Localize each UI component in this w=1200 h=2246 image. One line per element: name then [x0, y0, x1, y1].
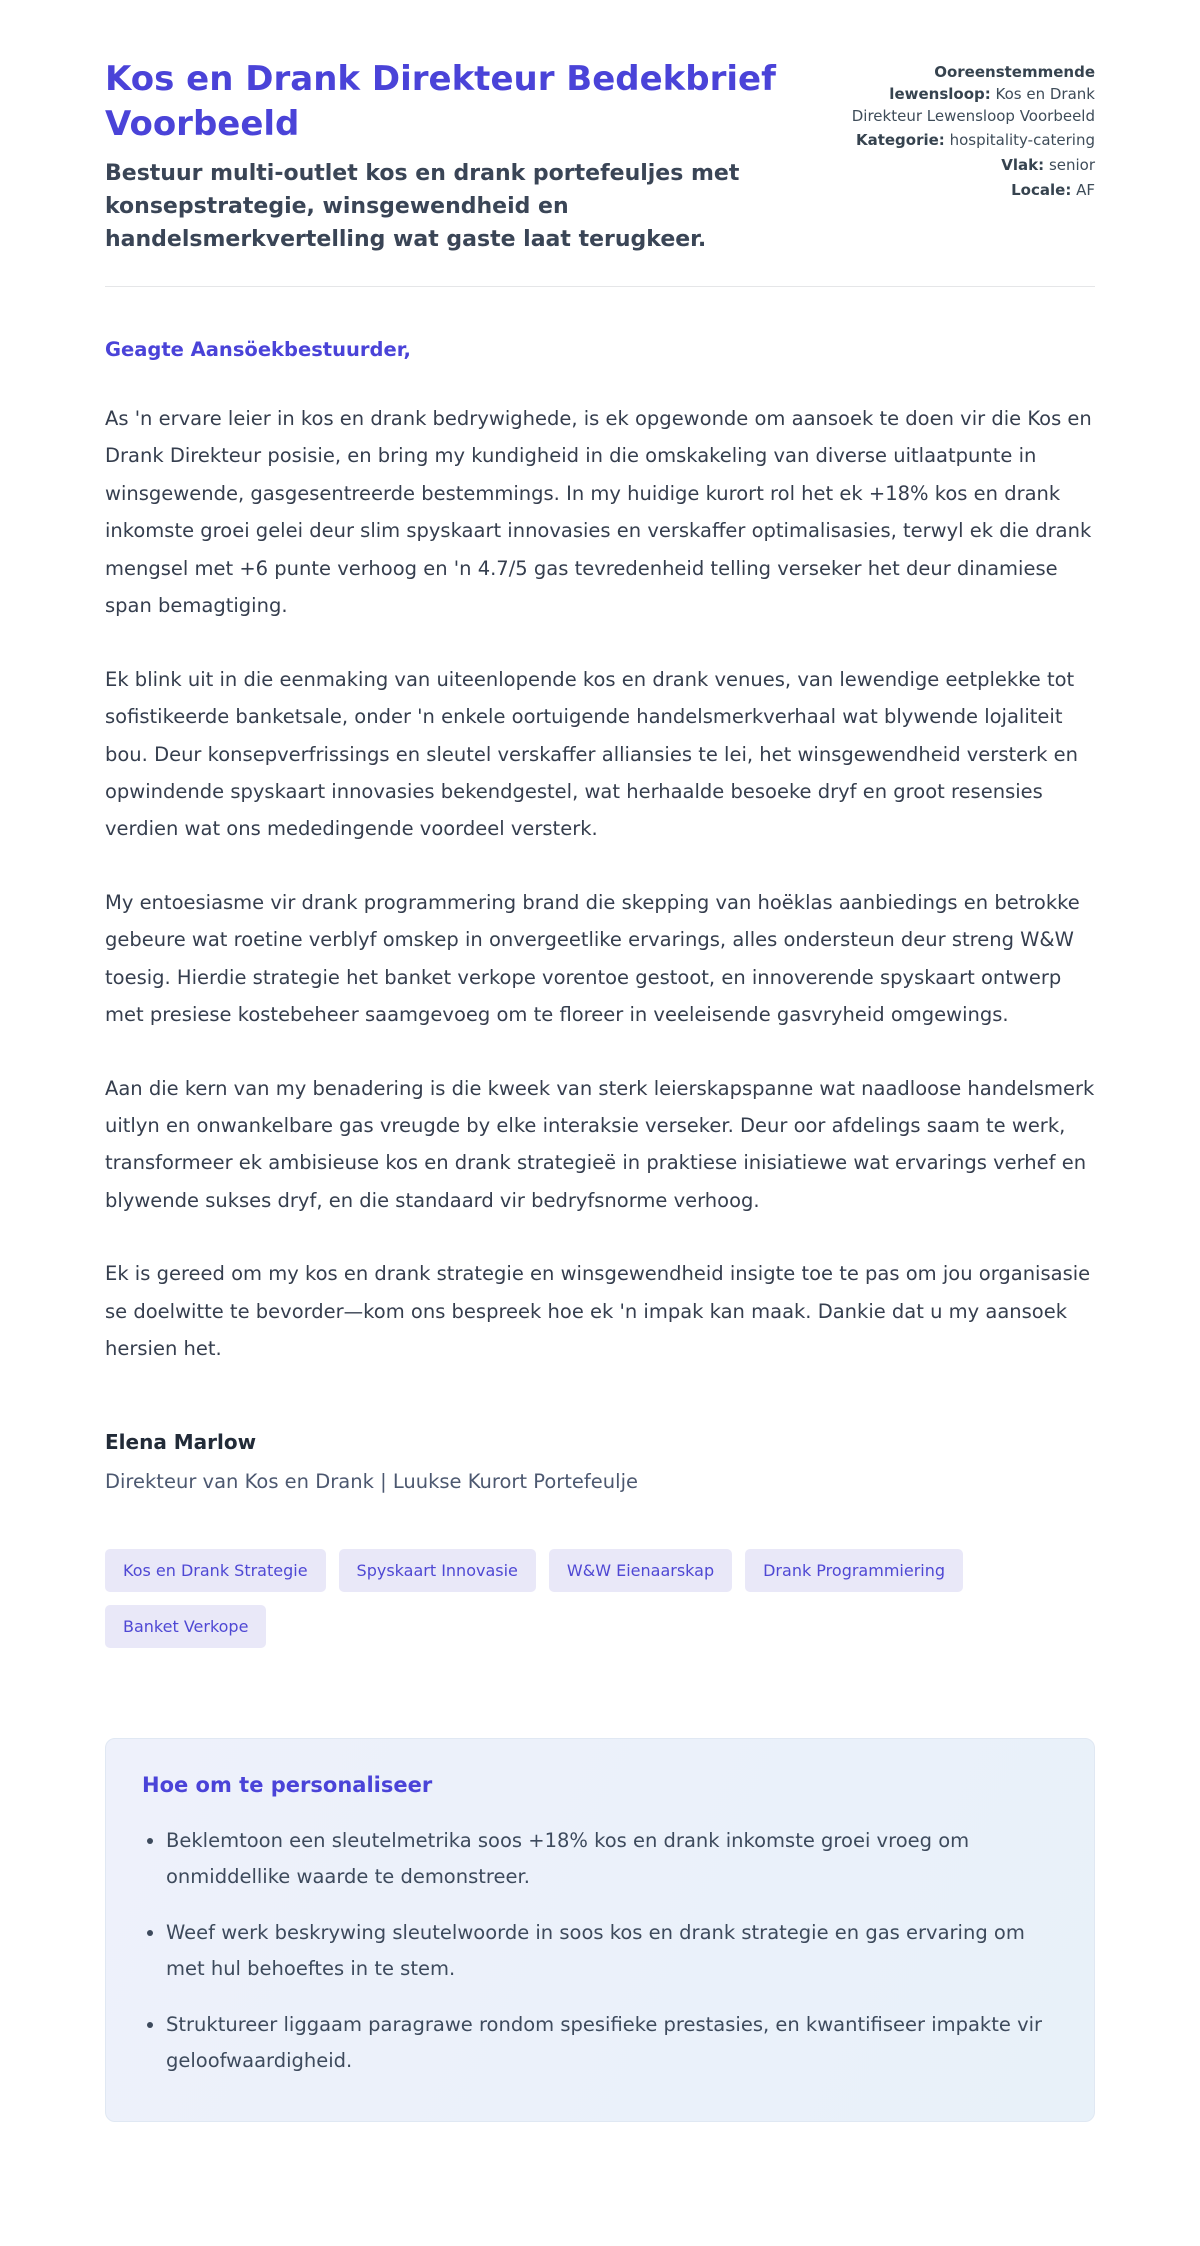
letter-paragraph-1: As 'n ervare leier in kos en drank bedrywighede, is ek opgewonde om aansoek te doen vir die Kos en Drank Direkteur posisie, en bring my kundigheid in die omskakeling van diverse uitlaatpunte in winsgewende, gasgesentreerde bestemmings. In my huidige kurort rol het ek +18% kos en drank inkomste groei gelei deur slim spyskaart innovasies en verskaffer optimalisasies, terwyl ek die drank mengsel met +6 punte verhoog en 'n 4.7/5 gas tevredenheid telling verseker het deur dinamiese span bemagtiging.	[105, 407, 1092, 618]
letter-paragraph-4: Aan die kern van my benadering is die kweek van sterk leierskapspanne wat naadloose handelsmerk uitlyn en onwankelbare gas vreugde by elke interaksie verseker. Deur oor afdelings saam te werk, transformeer ek ambisieuse kos en drank strategieë in praktiese inisiatiewe wat ervarings verhef en blywende sukses dryf, en die standaard vir bedryfsnorme verhoog.	[105, 1076, 1095, 1212]
page-subtitle: Bestuur multi-outlet kos en drank portefeuljes met konsepstrategie, winsgewendheid en handelsmerkvertelling wat gaste laat terugkeer.	[105, 160, 740, 252]
meta-item-resume	[845, 62, 1095, 127]
letter-paragraph-5: Ek is gereed om my kos en drank strategie en winsgewendheid insigte toe te pas om jou organisasie se doelwitte te bevorder—kom ons bespreek hoe ek 'n impak kan maak. Dankie dat u my aansoek hersien het.	[105, 1262, 1091, 1361]
letter-body	[105, 335, 1095, 1493]
tips-list	[142, 1823, 1058, 2079]
tips-item-1: • Beklemtoon een sleutelmetrika soos +18% kos en drank inkomste groei vroeg om onmiddellike waarde te demonstreer.	[166, 1823, 1058, 1895]
meta-label-category: Kategorie:	[855, 131, 945, 150]
page-title: Kos en Drank Direkteur Bedekbrief Voorbeeld	[105, 59, 776, 144]
meta-item-locale	[845, 180, 1095, 202]
meta-value-locale: AF	[1076, 180, 1095, 199]
letter-paragraph-2: Ek blink uit in die eenmaking van uiteenlopende kos en drank venues, van lewendige eetplekke tot sofistikeerde banketsale, onder 'n enkele oortuigende handelsmerkverhaal wat blywende lojaliteit bou. Deur konsepverfrissings en sleutel verskaffer alliansies te lei, het winsgewendheid versterk en opwindende spyskaart innovasies bekendgestel, wat herhaalde besoeke dryf en groot resensies verdien wat ons mededingende voordeel versterk.	[105, 667, 1078, 841]
header	[105, 57, 1095, 256]
divider	[105, 286, 1095, 287]
tag-chip-pl-ownership[interactable]: W&W Eienaarskap	[549, 1549, 732, 1592]
meta-panel	[845, 57, 1095, 205]
meta-value-level: senior	[1048, 156, 1095, 174]
signature-title: Direkteur van Kos en Drank | Luukse Kurort Portefeulje	[105, 1469, 638, 1493]
personalize-tips-box	[105, 1738, 1095, 2122]
signature-name: Elena Marlow	[105, 1429, 257, 1454]
tag-list	[105, 1549, 1095, 1648]
tips-item-3: • Struktureer liggaam paragrawe rondom spesifieke prestasies, en kwantifiseer impakte vir geloofwaardigheid.	[166, 2007, 1058, 2079]
page	[105, 0, 1095, 2182]
meta-label-locale: Locale:	[1011, 180, 1072, 199]
meta-value-category: hospitality-catering	[949, 131, 1095, 150]
greeting: Geagte Aansöekbestuurder,	[105, 337, 411, 361]
tag-chip-menu-innovation[interactable]: Spyskaart Innovasie	[339, 1549, 536, 1592]
tips-title: Hoe om te personaliseer	[142, 1773, 433, 1797]
tag-chip-beverage-programming[interactable]: Drank Programmiering	[745, 1549, 963, 1592]
header-title-block	[105, 57, 795, 256]
letter-paragraph-3: My entoesiasme vir drank programmering brand die skepping van hoëklas aanbiedings en betrokke gebeure wat roetine verblyf omskep in onvergeetlike ervarings, alles ondersteun deur streng W&W toesig. Hierdie strategie het banket verkope vorentoe gestoot, en innoverende spyskaart ontwerp met presiese kostebeheer saamgevoeg om te floreer in veeleisende gasvryheid omgewings.	[105, 890, 1080, 1027]
tips-item-2: • Weef werk beskrywing sleutelwoorde in soos kos en drank strategie en gas ervaring om met hul behoeftes in te stem.	[166, 1915, 1058, 1987]
meta-item-level	[845, 155, 1095, 177]
tag-chip-food-beverage-strategy[interactable]: Kos en Drank Strategie	[105, 1549, 326, 1592]
meta-item-category	[845, 130, 1095, 152]
meta-value-resume: Kos en Drank Direkteur Lewensloop Voorbeeld	[851, 84, 1095, 125]
meta-label-resume: Ooreenstemmende lewensloop:	[889, 63, 1095, 103]
tag-chip-banquet-sales[interactable]: Banket Verkope	[105, 1605, 266, 1648]
meta-label-level: Vlak:	[1001, 156, 1045, 174]
